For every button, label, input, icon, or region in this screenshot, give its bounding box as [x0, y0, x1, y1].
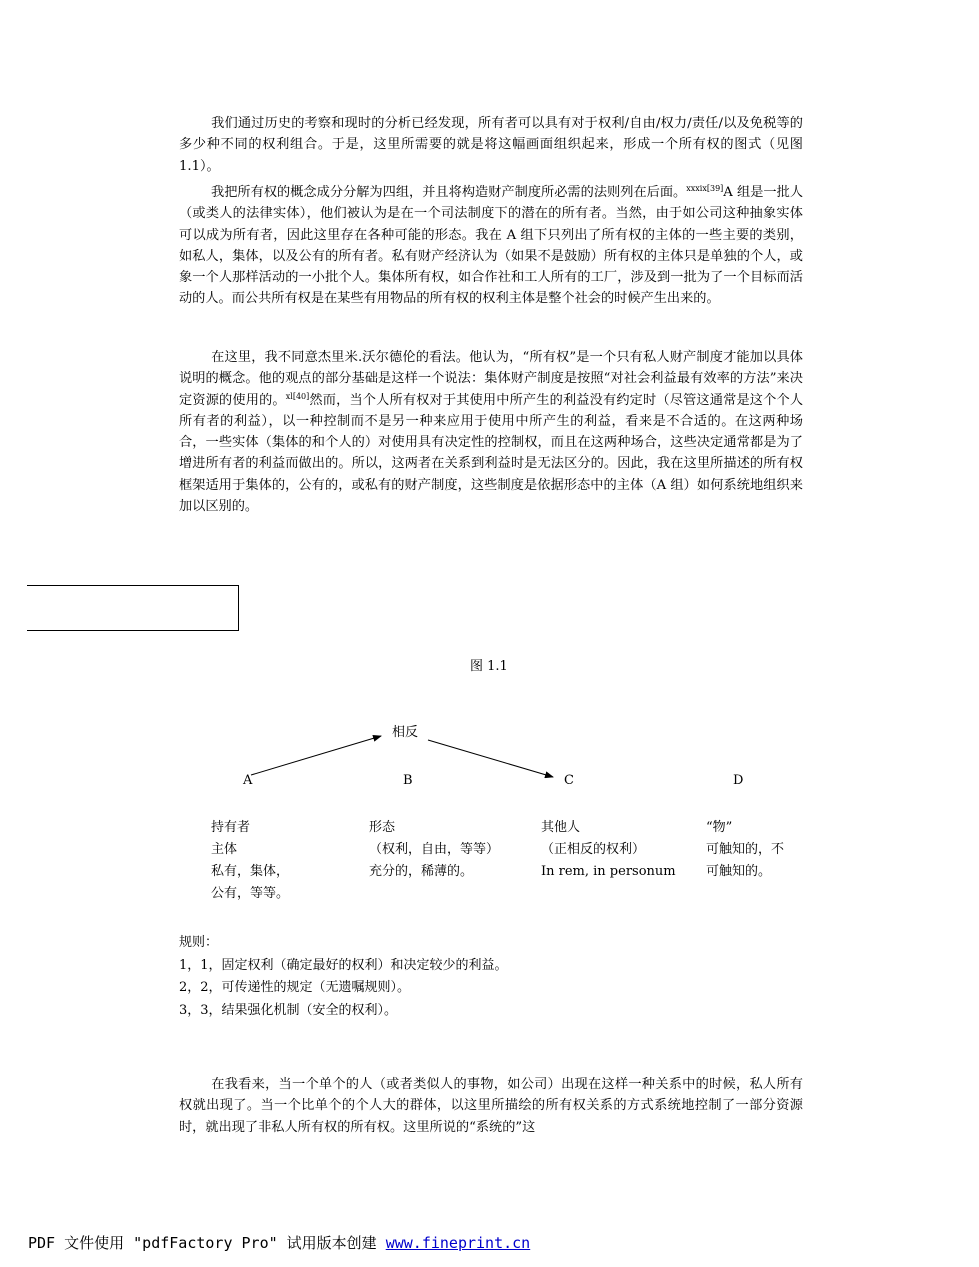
- group-d-letter: D: [733, 773, 744, 788]
- paragraph-2: 我把所有权的概念成分分解为四组，并且将构造财产制度所必需的法则列在后面。$^{xxxix[39]}$A 组是一批人（或类人的法律实体），他们被认为是在一个司法制度下的潜在的所有者。当然，由于如公司这种抽象实体可以成为所有者，因此这里存在各种可能的形态。我在 A 组下只列出了所有权的主体的一些主要的类别，如私人，集体，以及公有的所有者。私有财产经济认为（如果不是鼓励）所有权的主体只是单独的个人，或象一个人那样活动的一小批个人。集体所有权，如合作社和工人所有的工厂，涉及到一批为了一个目标而活动的人。而公共所有权是在某些有用物品的所有权的权利主体是整个社会的时候产生出来的。: [179, 184, 804, 307]
- rules-list: [179, 932, 508, 1022]
- paragraph-1: 我们通过历史的考察和现时的分析已经发现，所有者可以具有对于权利/自由/权力/责任/以及免税等的多少种不同的权利组合。于是，这里所需要的就是将这幅画面组织起来，形成一个所有权的图式（见图 1.1）。: [179, 116, 803, 174]
- rule-item: 2，2，可传递性的规定（无遗嘱规则）。: [179, 980, 411, 995]
- group-a-column: 持有者 主体 私有，集体， 公有，等等。: [211, 820, 290, 901]
- arrow-a-to-opposite: [251, 736, 381, 775]
- group-c-letter: C: [564, 773, 574, 788]
- pdf-footer: [28, 1232, 530, 1253]
- group-b-letter: B: [403, 773, 413, 788]
- paragraph-4: 在我看来，当一个单个的人（或者类似人的事物，如公司）出现在这样一种关系中的时候，私人所有权就出现了。当一个比单个的个人大的群体，以这里所描绘的所有权关系的方式系统地控制了一部分资源时，就出现了非私人所有权的所有权。这里所说的“系统的”这: [179, 1077, 803, 1135]
- fineprint-link[interactable]: www.fineprint.cn: [385, 1234, 531, 1252]
- footer-text: PDF 文件使用 "pdfFactory Pro" 试用版本创建: [28, 1234, 386, 1252]
- rule-item: 1，1，固定权利（确定最好的权利）和决定较少的利益。: [179, 957, 508, 973]
- figure-caption: 图 1.1: [470, 659, 508, 674]
- footnote-ref-40[interactable]: xl[40]: [285, 391, 310, 401]
- group-b-column: 形态 （权利，自由，等等） 充分的，稀薄的。: [369, 820, 500, 879]
- group-c-column: 其他人 （正相反的权利） In rem, in personum: [541, 820, 676, 879]
- group-d-column: “物” 可触知的，不 可触知的。: [706, 820, 785, 879]
- group-a-letter: A: [243, 773, 253, 788]
- paragraph-3: 在这里，我不同意杰里米.沃尔德伦的看法。他认为，“所有权”是一个只有私人财产制度才能加以具体说明的概念。他的观点的部分基础是这样一个说法：集体财产制度是按照“对社会利益最有效率的方法”来决定资源的使用的。$^{xl[40]}$然而，当个人所有权对于其使用中所产生的利益没有约定时（尽管这通常是这个个人所有者的利益），以一种控制而不是另一种来应用于使用中所产生的利益，看来是不合适的。在这两种场合，一些实体（集体的和个人的）对使用具有决定性的控制权，而且在这两种场合，这些决定通常都是为了增进所有者的利益而做出的。所以，这两者在关系到利益时是无法区分的。因此，我在这里所描述的所有权框架适用于集体的，公有的，或私有的财产制度，这些制度是依据形态中的主体（A 组）如何系统地组织来加以区别的。: [179, 350, 804, 515]
- rule-item: 3，3，结果强化机制（安全的权利）。: [179, 1002, 398, 1018]
- rules-heading: 规则：: [179, 935, 219, 950]
- footnote-ref-39[interactable]: xxxix[39]: [686, 184, 724, 193]
- arrow-opposite-to-c: [428, 740, 553, 777]
- opposite-label: 相反: [392, 725, 419, 740]
